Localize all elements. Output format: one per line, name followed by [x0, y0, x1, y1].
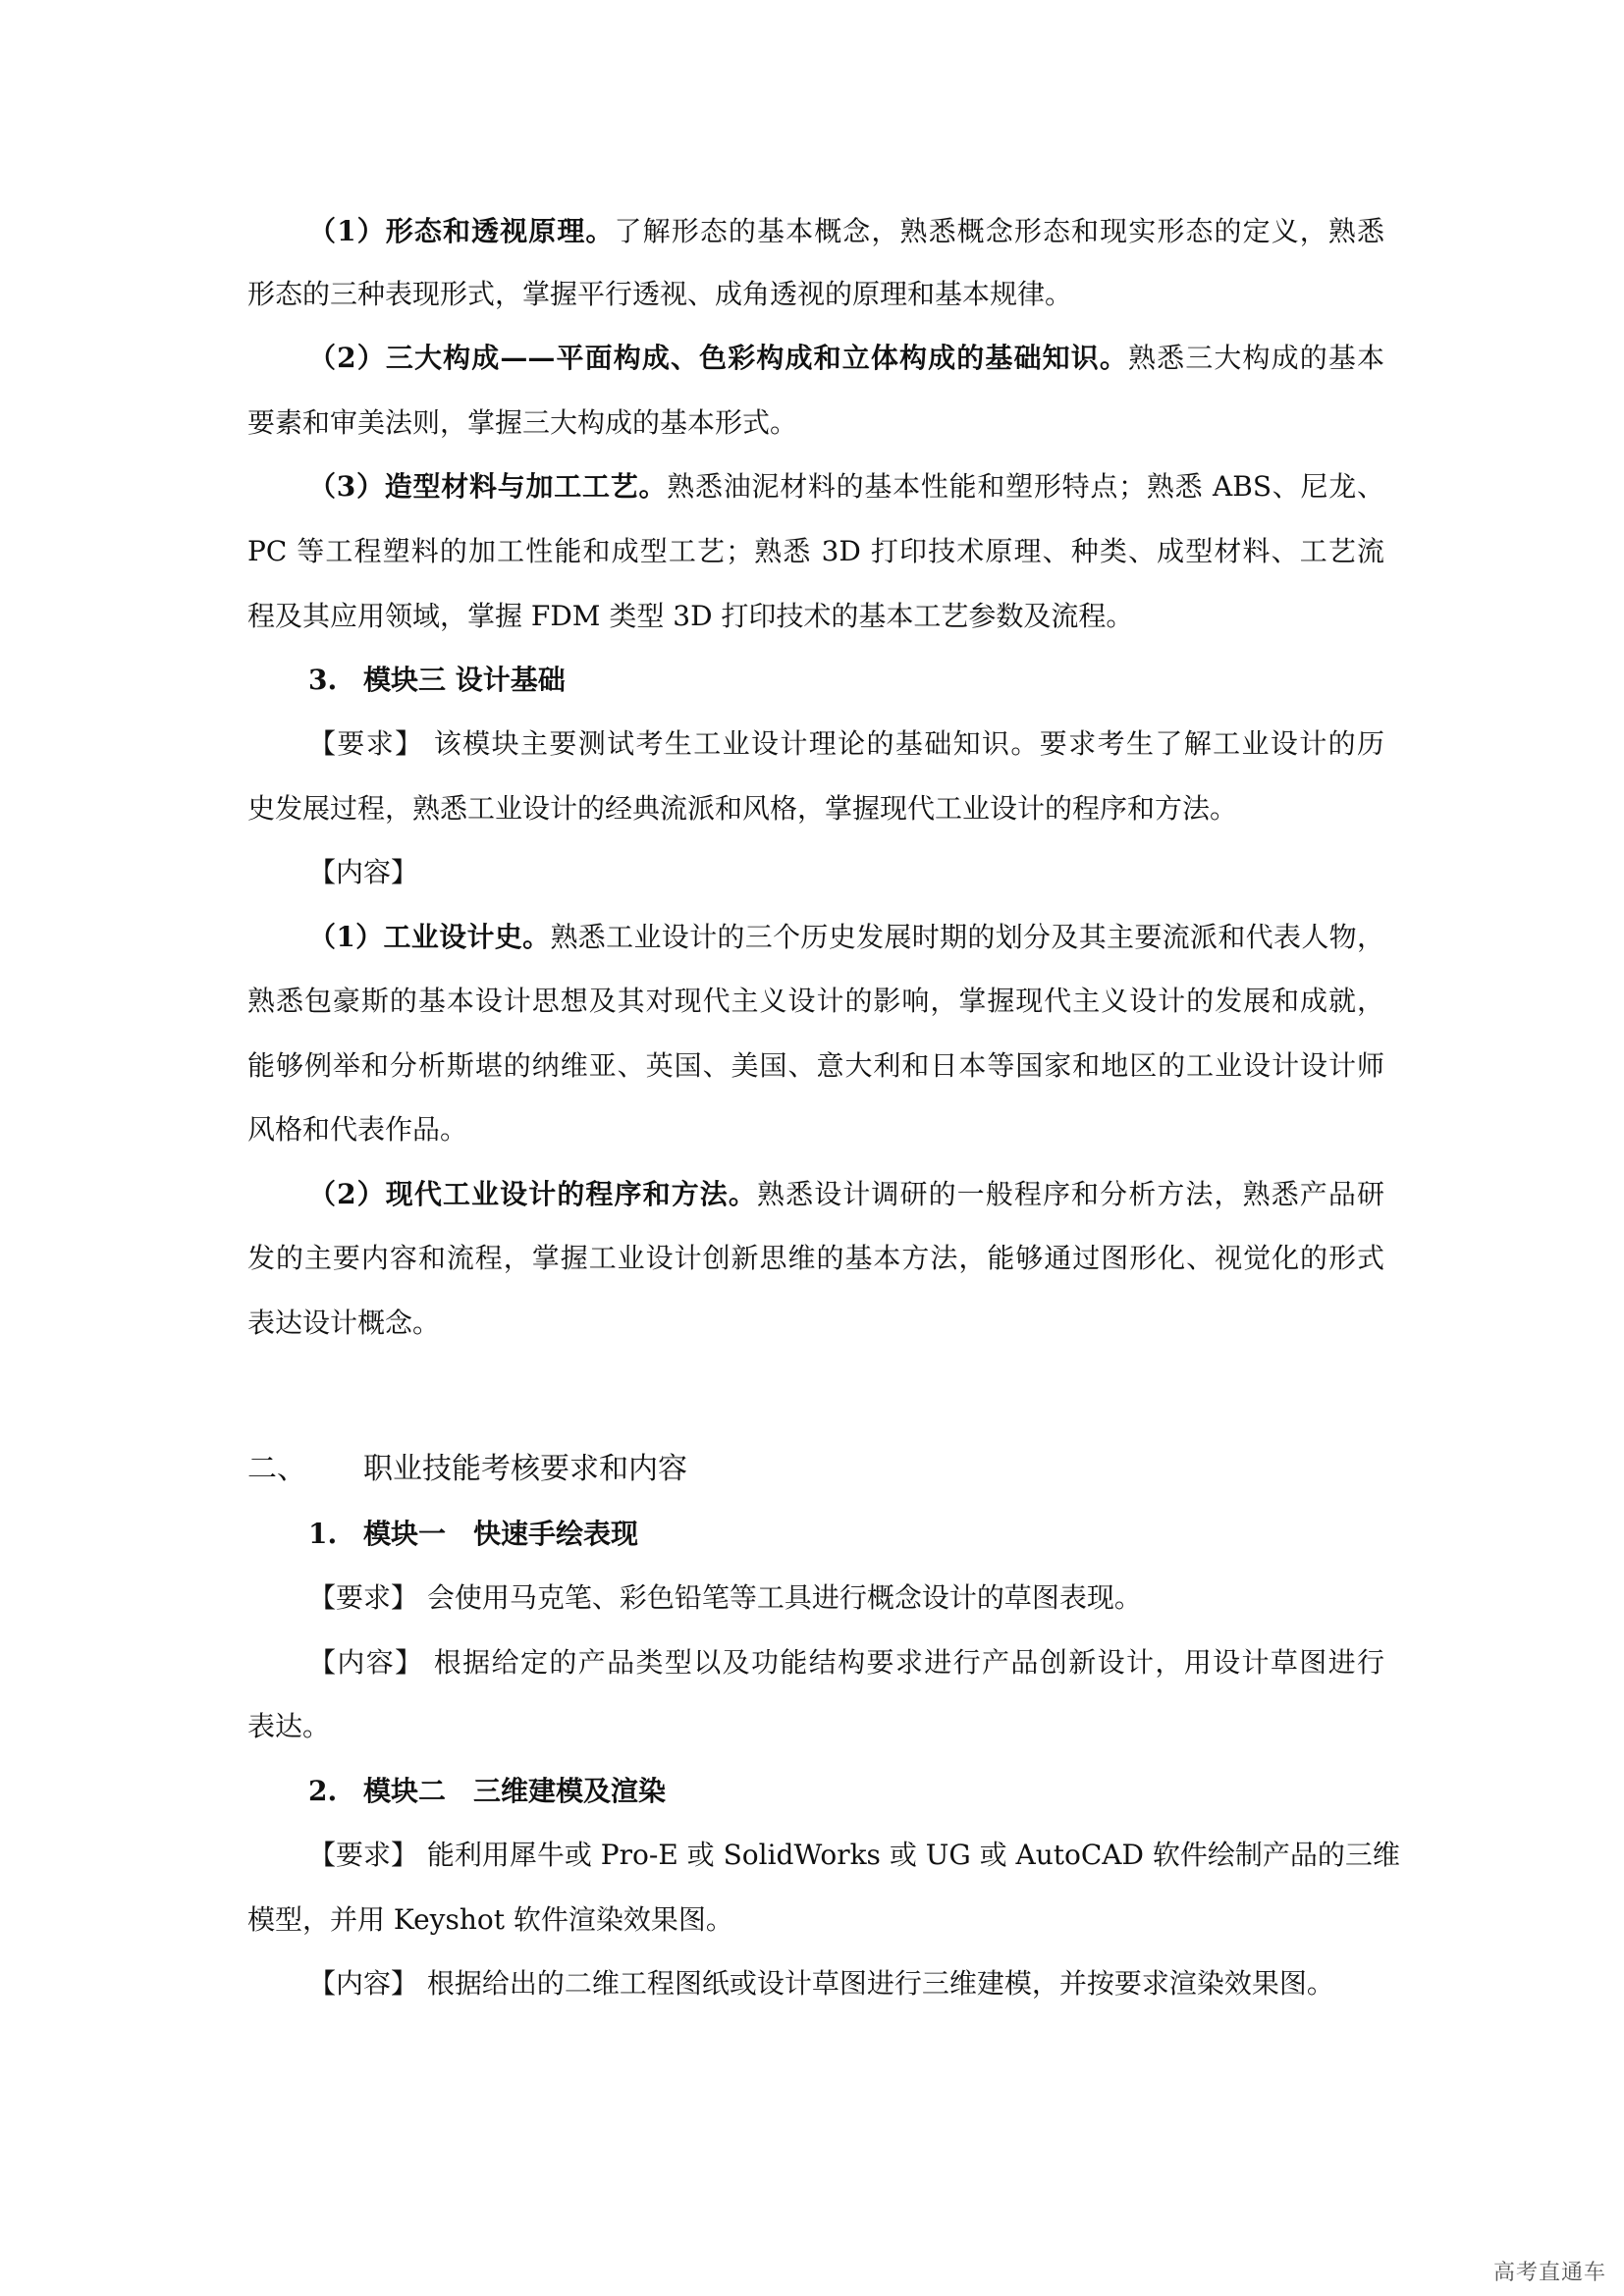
- item3-label: （3）造型材料与加工工艺。: [308, 470, 668, 503]
- m3-item2-line2: 发的主要内容和流程，掌握工业设计创新思维的基本方法，能够通过图形化、视觉化的形式: [247, 1242, 1384, 1274]
- item1-line1: [247, 212, 1384, 251]
- item2-text-1: 熟悉三大构成的基本: [1127, 342, 1384, 374]
- item3-text-1: 熟悉油泥材料的基本性能和塑形特点；熟悉 ABS、尼龙、: [667, 470, 1385, 503]
- m3-item1-line2: 熟悉包豪斯的基本设计思想及其对现代主义设计的影响，掌握现代主义设计的发展和成就，: [247, 985, 1384, 1017]
- m3-item1-text-1: 熟悉工业设计的三个历史发展时期的划分及其主要流派和代表人物，: [550, 921, 1384, 953]
- item3-line1: [247, 467, 1384, 507]
- item1-text-1: 了解形态的基本概念，熟悉概念形态和现实形态的定义，熟悉: [614, 215, 1384, 247]
- module3-req-text-1: 【要求】 该模块主要测试考生工业设计理论的基础知识。要求考生了解工业设计的历: [308, 727, 1384, 760]
- module1-content-line1: [247, 1643, 1384, 1682]
- m3-item1-line4: 风格和代表作品。: [247, 1113, 468, 1146]
- module2-heading-num: 2.: [308, 1775, 338, 1807]
- item1-label: （1）形态和透视原理。: [308, 215, 615, 247]
- module1-heading-num: 1.: [308, 1518, 338, 1550]
- item2-line1: [247, 339, 1384, 378]
- section-two-title: 职业技能考核要求和内容: [363, 1452, 687, 1486]
- section-two-num: 二、: [247, 1452, 306, 1486]
- module2-content: 【内容】 根据给出的二维工程图纸或设计草图进行三维建模，并按要求渲染效果图。: [308, 1967, 1334, 2000]
- m3-item2-text-1: 熟悉设计调研的一般程序和分析方法，熟悉产品研: [757, 1178, 1384, 1210]
- watermark-text: 高考直通车: [1492, 2261, 1606, 2285]
- module1-req: 【要求】 会使用马克笔、彩色铅笔等工具进行概念设计的草图表现。: [308, 1581, 1142, 1614]
- module1-heading: 模块一 快速手绘表现: [363, 1518, 639, 1550]
- module1-content-line2: 表达。: [247, 1710, 331, 1742]
- item2-label: （2）三大构成——平面构成、色彩构成和立体构成的基础知识。: [308, 342, 1128, 374]
- m3-item1-line1: [247, 918, 1384, 957]
- m3-item2-line1: [247, 1175, 1384, 1214]
- module1-content-text-1: 【内容】 根据给定的产品类型以及功能结构要求进行产品创新设计，用设计草图进行: [308, 1646, 1384, 1679]
- module3-content-label: 【内容】: [308, 856, 419, 888]
- m3-item1-label: （1）工业设计史。: [308, 921, 551, 953]
- m3-item2-line3: 表达设计概念。: [247, 1307, 441, 1339]
- module3-req-line2: 史发展过程，熟悉工业设计的经典流派和风格，掌握现代工业设计的程序和方法。: [247, 792, 1238, 825]
- module2-req-line2: 模型，并用 Keyshot 软件渲染效果图。: [247, 1903, 733, 1936]
- module3-heading: 模块三 设计基础: [363, 664, 566, 696]
- m3-item1-line3: 能够例举和分析斯堪的纳维亚、英国、美国、意大利和日本等国家和地区的工业设计设计师: [247, 1049, 1384, 1082]
- module2-heading: 模块二 三维建模及渲染: [363, 1775, 667, 1807]
- module3-heading-num: 3.: [308, 664, 338, 696]
- item3-line2: PC 等工程塑料的加工性能和成型工艺；熟悉 3D 打印技术原理、种类、成型材料、工艺流: [247, 535, 1384, 567]
- item2-line2: 要素和审美法则，掌握三大构成的基本形式。: [247, 406, 798, 439]
- module2-req-text-1: 【要求】 能利用犀牛或 Pro-E 或 SolidWorks 或 UG 或 AutoCAD 软件绘制产品的三维: [308, 1839, 1400, 1871]
- module3-req-line1: [247, 724, 1384, 764]
- item3-line3: 程及其应用领域，掌握 FDM 类型 3D 打印技术的基本工艺参数及流程。: [247, 600, 1134, 632]
- m3-item2-label: （2）现代工业设计的程序和方法。: [308, 1178, 757, 1210]
- module2-req-line1: [247, 1836, 1400, 1875]
- item1-line2: 形态的三种表现形式，掌握平行透视、成角透视的原理和基本规律。: [247, 278, 1073, 310]
